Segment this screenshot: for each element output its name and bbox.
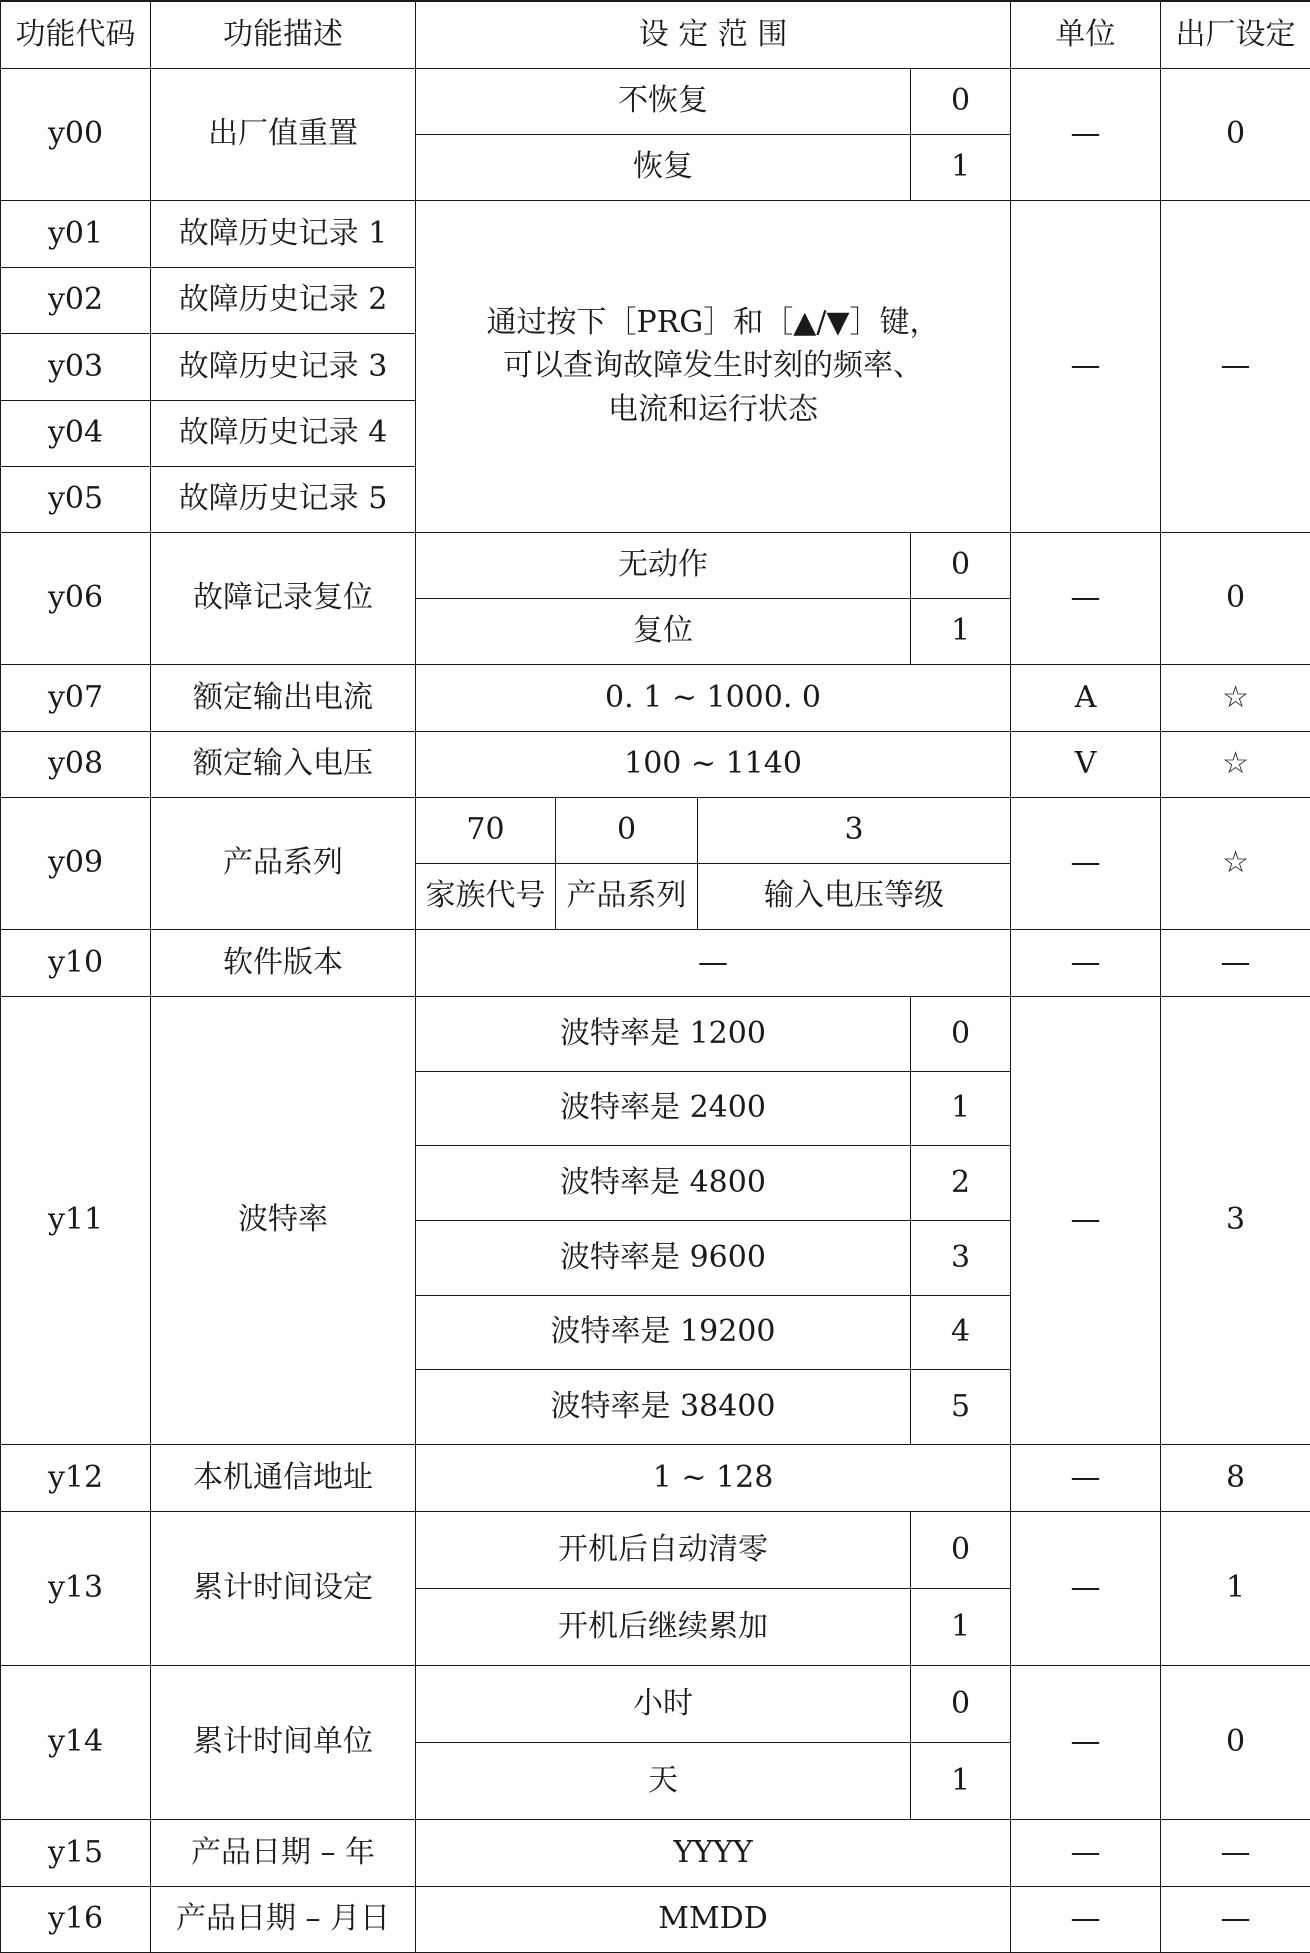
cell-default: — xyxy=(1161,1819,1310,1886)
cell-option-value: 0 xyxy=(911,996,1011,1071)
cell-range: 100 ~ 1140 xyxy=(416,731,1011,797)
cell-code: y12 xyxy=(1,1444,151,1511)
cell-unit: — xyxy=(1011,996,1161,1444)
cell-desc: 额定输入电压 xyxy=(151,731,416,797)
table-row xyxy=(1,664,1310,731)
cell-option-label: 波特率是 2400 xyxy=(416,1071,911,1145)
cell-option-label: 波特率是 1200 xyxy=(416,996,911,1071)
cell-option-value: 1 xyxy=(911,598,1011,664)
cell-unit: V xyxy=(1011,731,1161,797)
table-row xyxy=(1,1665,1310,1742)
cell-unit: — xyxy=(1011,68,1161,200)
cell-code: y07 xyxy=(1,664,151,731)
cell-code: y13 xyxy=(1,1511,151,1665)
cell-desc: 产品日期 – 月日 xyxy=(151,1886,416,1952)
cell-option-label: 复位 xyxy=(416,598,911,664)
cell-range: MMDD xyxy=(416,1886,1011,1952)
table-row xyxy=(1,532,1310,598)
header-desc: 功能描述 xyxy=(151,1,416,68)
cell-default: ☆ xyxy=(1161,731,1310,797)
cell-code: y06 xyxy=(1,532,151,664)
cell-unit: — xyxy=(1011,1511,1161,1665)
cell-desc: 产品日期 – 年 xyxy=(151,1819,416,1886)
cell-unit: A xyxy=(1011,664,1161,731)
cell-code: y03 xyxy=(1,333,151,400)
header-code: 功能代码 xyxy=(1,1,151,68)
cell-option-value: 0 xyxy=(911,532,1011,598)
cell-default: — xyxy=(1161,200,1310,532)
note-line: 电流和运行状态 xyxy=(430,388,996,432)
header-range: 设 定 范 围 xyxy=(416,1,1011,68)
cell-code: y10 xyxy=(1,929,151,996)
cell-default: 0 xyxy=(1161,1665,1310,1819)
cell-desc: 故障历史记录 3 xyxy=(151,333,416,400)
cell-default: ☆ xyxy=(1161,664,1310,731)
cell-range: 1 ~ 128 xyxy=(416,1444,1011,1511)
cell-option-label: 不恢复 xyxy=(416,68,911,134)
note-line: 通过按下［PRG］和［▲/▼］键， xyxy=(430,301,996,345)
cell-option-label: 开机后自动清零 xyxy=(416,1511,911,1588)
table-row xyxy=(1,1511,1310,1588)
cell-code: y01 xyxy=(1,200,151,267)
cell-family-code-value: 70 xyxy=(416,797,556,863)
cell-code: y11 xyxy=(1,996,151,1444)
cell-option-value: 1 xyxy=(911,1742,1011,1819)
cell-default: 1 xyxy=(1161,1511,1310,1665)
cell-option-label: 恢复 xyxy=(416,134,911,200)
cell-default: — xyxy=(1161,929,1310,996)
cell-option-label: 小时 xyxy=(416,1665,911,1742)
cell-option-label: 波特率是 4800 xyxy=(416,1145,911,1220)
cell-desc: 软件版本 xyxy=(151,929,416,996)
cell-family-code-label: 家族代号 xyxy=(416,863,556,929)
cell-option-value: 2 xyxy=(911,1145,1011,1220)
cell-option-label: 波特率是 19200 xyxy=(416,1295,911,1369)
header-row xyxy=(1,1,1310,68)
cell-fault-note xyxy=(416,200,1011,532)
cell-desc: 额定输出电流 xyxy=(151,664,416,731)
table-row xyxy=(1,731,1310,797)
cell-default: ☆ xyxy=(1161,797,1310,929)
cell-code: y14 xyxy=(1,1665,151,1819)
cell-default: — xyxy=(1161,1886,1310,1952)
table-row xyxy=(1,1444,1310,1511)
cell-default: 0 xyxy=(1161,68,1310,200)
cell-voltage-class-label: 输入电压等级 xyxy=(698,863,1011,929)
cell-option-value: 0 xyxy=(911,68,1011,134)
header-unit: 单位 xyxy=(1011,1,1161,68)
cell-option-value: 4 xyxy=(911,1295,1011,1369)
cell-desc: 出厂值重置 xyxy=(151,68,416,200)
cell-code: y09 xyxy=(1,797,151,929)
cell-unit: — xyxy=(1011,1444,1161,1511)
table-row xyxy=(1,929,1310,996)
cell-code: y00 xyxy=(1,68,151,200)
cell-desc: 故障记录复位 xyxy=(151,532,416,664)
cell-range: 0. 1 ~ 1000. 0 xyxy=(416,664,1011,731)
cell-option-label: 开机后继续累加 xyxy=(416,1588,911,1665)
table-row xyxy=(1,1886,1310,1952)
header-default: 出厂设定 xyxy=(1161,1,1310,68)
cell-desc: 本机通信地址 xyxy=(151,1444,416,1511)
cell-option-value: 3 xyxy=(911,1220,1011,1295)
table-row xyxy=(1,200,1310,267)
cell-option-value: 1 xyxy=(911,1071,1011,1145)
cell-option-label: 无动作 xyxy=(416,532,911,598)
cell-code: y08 xyxy=(1,731,151,797)
cell-option-label: 天 xyxy=(416,1742,911,1819)
table-row xyxy=(1,68,1310,134)
note-line: 可以查询故障发生时刻的频率、 xyxy=(430,344,996,388)
cell-default: 0 xyxy=(1161,532,1310,664)
cell-desc: 故障历史记录 2 xyxy=(151,267,416,333)
cell-unit: — xyxy=(1011,929,1161,996)
cell-desc: 波特率 xyxy=(151,996,416,1444)
cell-option-value: 1 xyxy=(911,1588,1011,1665)
table-row xyxy=(1,1819,1310,1886)
cell-default: 3 xyxy=(1161,996,1310,1444)
cell-desc: 故障历史记录 4 xyxy=(151,400,416,466)
cell-unit: — xyxy=(1011,1665,1161,1819)
cell-desc: 故障历史记录 5 xyxy=(151,466,416,532)
cell-option-value: 0 xyxy=(911,1511,1011,1588)
cell-desc: 累计时间单位 xyxy=(151,1665,416,1819)
cell-unit: — xyxy=(1011,1819,1161,1886)
cell-range: — xyxy=(416,929,1011,996)
cell-option-value: 0 xyxy=(911,1665,1011,1742)
cell-option-value: 1 xyxy=(911,134,1011,200)
cell-unit: — xyxy=(1011,532,1161,664)
cell-voltage-class-value: 3 xyxy=(698,797,1011,863)
cell-code: y05 xyxy=(1,466,151,532)
cell-unit: — xyxy=(1011,200,1161,532)
cell-unit: — xyxy=(1011,1886,1161,1952)
cell-range: YYYY xyxy=(416,1819,1011,1886)
cell-desc: 累计时间设定 xyxy=(151,1511,416,1665)
cell-option-value: 5 xyxy=(911,1369,1011,1444)
cell-code: y16 xyxy=(1,1886,151,1952)
cell-code: y02 xyxy=(1,267,151,333)
cell-code: y04 xyxy=(1,400,151,466)
cell-series-value: 0 xyxy=(556,797,698,863)
cell-option-label: 波特率是 38400 xyxy=(416,1369,911,1444)
cell-series-label: 产品系列 xyxy=(556,863,698,929)
cell-desc: 故障历史记录 1 xyxy=(151,200,416,267)
table-row xyxy=(1,996,1310,1071)
table-row xyxy=(1,797,1310,863)
cell-code: y15 xyxy=(1,1819,151,1886)
cell-desc: 产品系列 xyxy=(151,797,416,929)
cell-default: 8 xyxy=(1161,1444,1310,1511)
cell-option-label: 波特率是 9600 xyxy=(416,1220,911,1295)
cell-unit: — xyxy=(1011,797,1161,929)
